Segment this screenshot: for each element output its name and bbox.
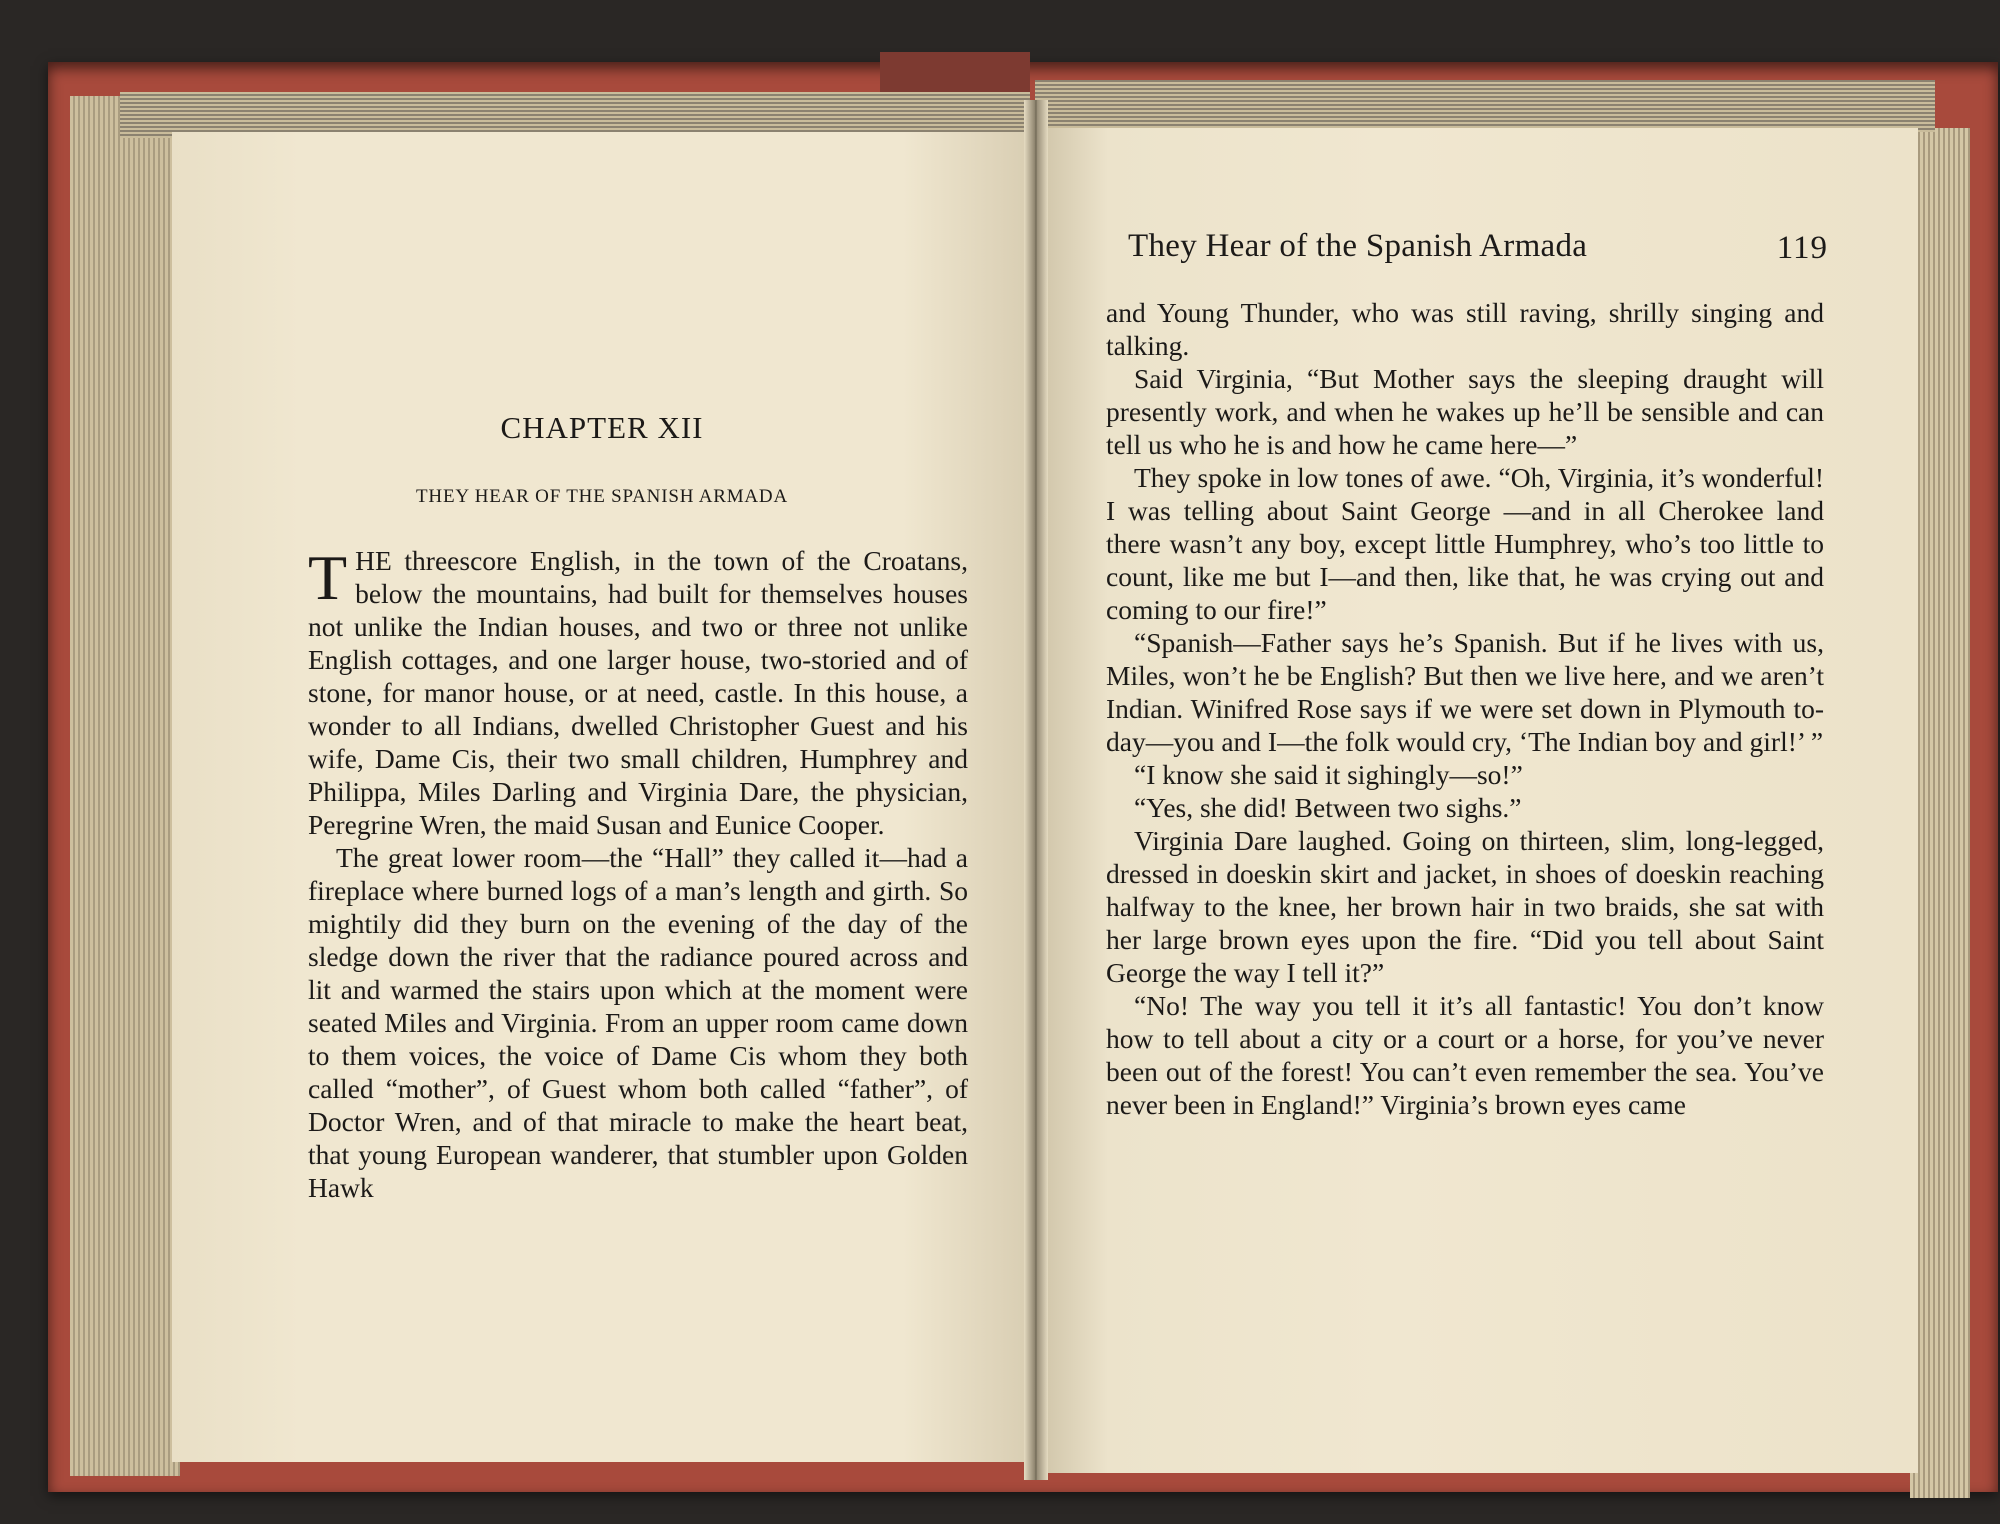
drop-cap: T: [308, 542, 348, 613]
paragraph: “Spanish—Father says he’s Spanish. But if he lives with us, Miles, won’t he be English? But then we live here, and we aren’t Indian. Winifred Rose says if we were set down in Plymouth to-day—you and I—the folk would cry, ‘The Indian boy and girl!’ ”: [1106, 627, 1824, 757]
chapter-subtitle: THEY HEAR OF THE SPANISH ARMADA: [416, 486, 788, 507]
paragraph: and Young Thunder, who was still raving, shrilly singing and talking.: [1106, 297, 1824, 361]
book-gutter: [1024, 100, 1048, 1480]
paragraph: Virginia Dare laughed. Going on thirteen, slim, long-legged, dressed in doeskin skirt and jacket, in shoes of doeskin reaching halfway to the knee, her brown hair in two braids, she sat with her large brown eyes upon the fire. “Did you tell about Saint George the way I tell it?”: [1106, 825, 1824, 988]
running-head: They Hear of the Spanish Armada: [1128, 228, 1588, 264]
paragraph: THE threescore English, in the town of the Croatans, below the mountains, had built for themselves houses not unlike the Indian houses, and two or three not unlike English cottages, and one larger house, two-storied and of stone, for manor house, or at need, castle. In this house, a wonder to all Indians, dwelled Christopher Guest and his wife, Dame Cis, their two small children, Humphrey and Philippa, Miles Darling and Virginia Dare, the physician, Peregrine Wren, the maid Susan and Eunice Cooper.: [308, 542, 968, 840]
page-edges-left: [70, 96, 180, 1476]
right-page: [1038, 128, 1918, 1473]
right-body-text: [1106, 296, 1824, 1121]
paragraph: They spoke in low tones of awe. “Oh, Virginia, it’s wonderful! I was telling about Saint George —and in all Cherokee land there wasn’t any boy, except little Humphrey, who’s too little to count, like me but I—and then, like that, he was crying out and coming to our fire!”: [1106, 462, 1824, 625]
left-body-text: [308, 544, 968, 1204]
paragraph: Said Virginia, “But Mother says the sleeping draught will presently work, and when he wakes up he’ll be sensible and can tell us who he is and how he came here—”: [1106, 363, 1824, 460]
page-number: 119: [1776, 230, 1828, 266]
paragraph: “No! The way you tell it it’s all fantastic! You don’t know how to tell about a city or a court or a horse, for you’ve never been out of the forest! You can’t even remember the sea. You’ve never been in England!” Virginia’s brown eyes came: [1106, 990, 1824, 1120]
page-edges-right: [1910, 128, 1970, 1498]
paragraph: “Yes, she did! Between two sighs.”: [1134, 792, 1522, 823]
chapter-title: CHAPTER XII: [500, 410, 704, 445]
page-edges-top-right: [1035, 80, 1935, 132]
paragraph: “I know she said it sighingly—so!”: [1134, 759, 1523, 790]
paragraph: The great lower room—the “Hall” they called it—had a fireplace where burned logs of a man’s length and girth. So mightily did they burn on the evening of the day of the sledge down the river that the radiance poured across and lit and warmed the stairs upon which at the moment were seated Miles and Virginia. From an upper room came down to them voices, the voice of Dame Cis whom they both called “mother”, of Guest whom both called “father”, of Doctor Wren, and of that miracle to make the heart beat, that young European wanderer, that stumbler upon Golden Hawk: [308, 842, 968, 1203]
left-page: [172, 132, 1032, 1462]
